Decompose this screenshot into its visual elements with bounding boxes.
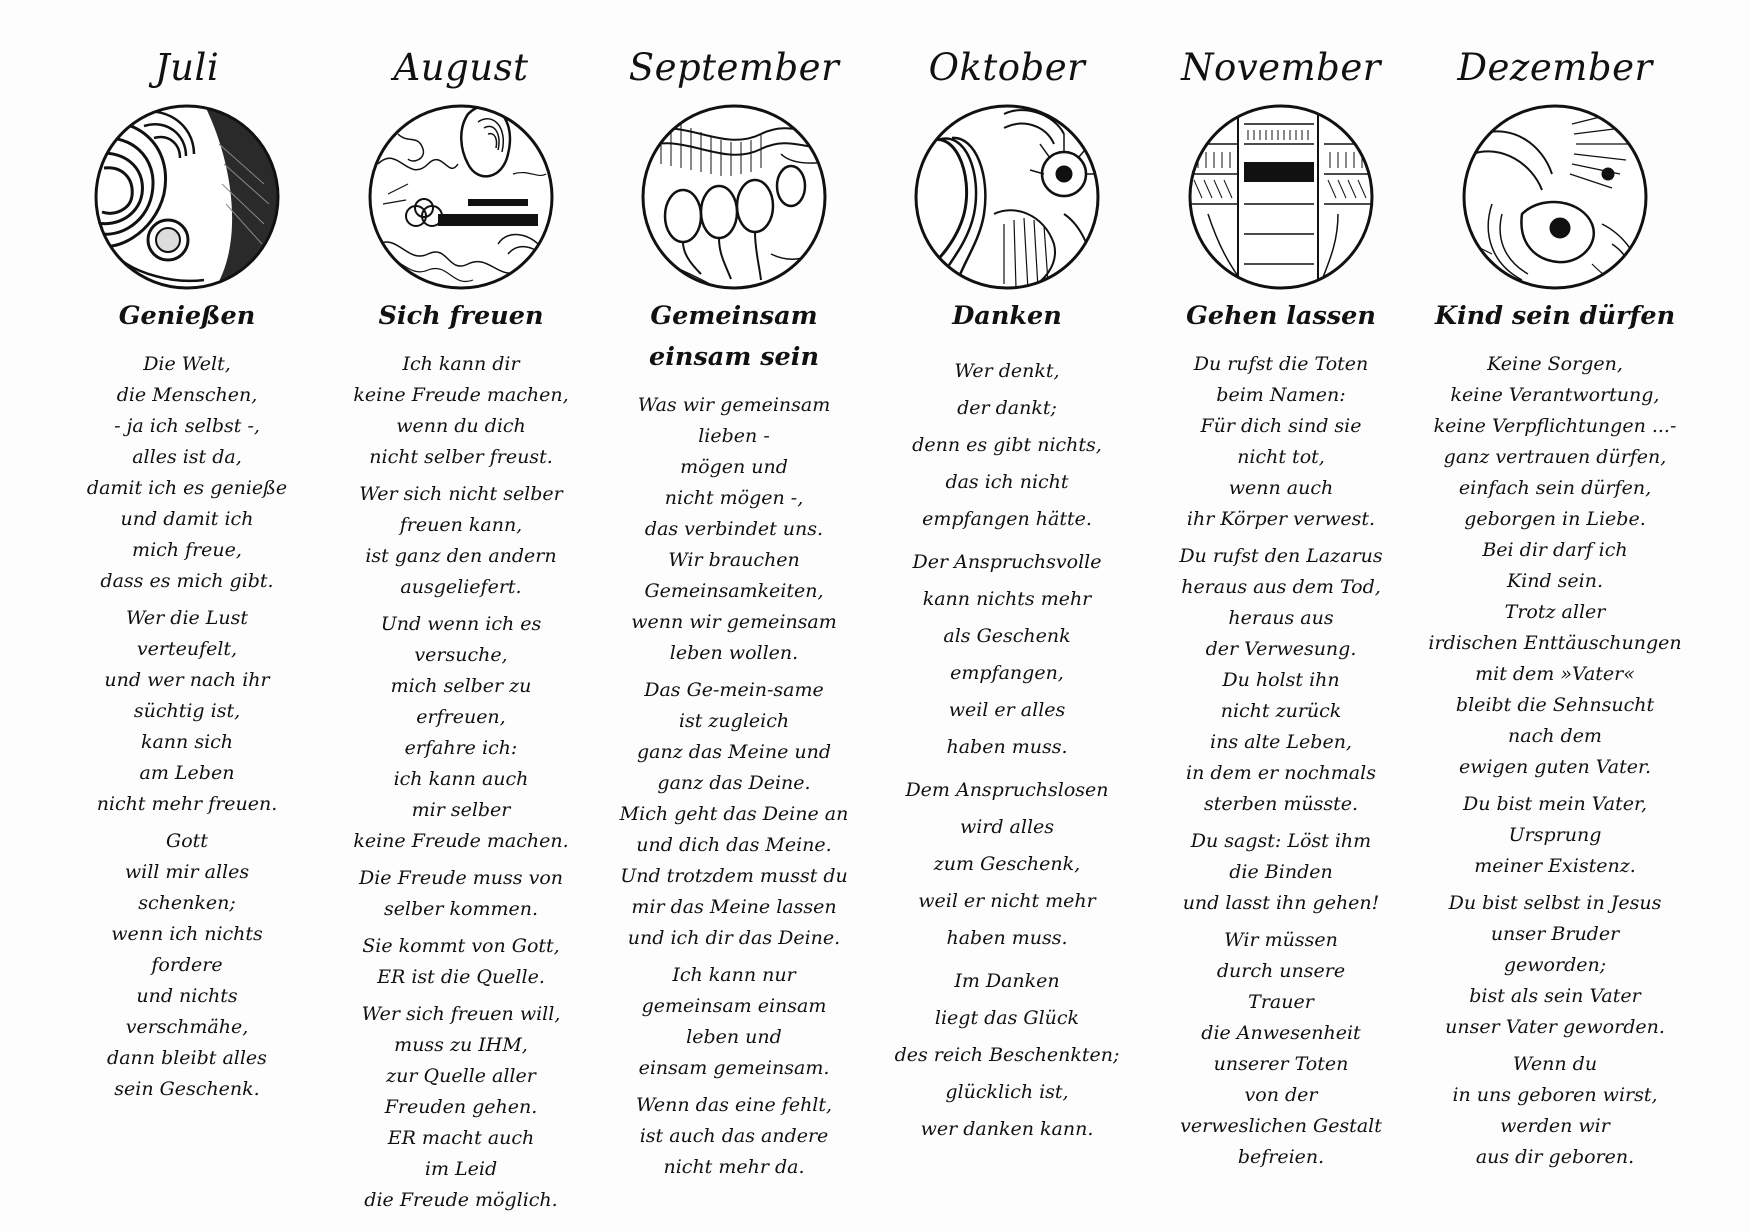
poem-text [603, 390, 865, 1183]
poem-line: Ursprung [1508, 824, 1602, 846]
poem-line: wenn du dich [396, 415, 526, 437]
stanza [330, 931, 592, 993]
month-heading: August [393, 46, 529, 89]
poem-line: wird alles [959, 816, 1055, 838]
column-august [330, 38, 592, 1222]
column-title: Kind sein dürfen [1434, 301, 1676, 331]
poem-text [330, 349, 592, 1216]
stanza [603, 390, 865, 669]
poem-line: Wenn du [1512, 1053, 1598, 1075]
poem-line: Das Ge-mein-same [644, 679, 824, 701]
poem-line: die Freude möglich. [364, 1189, 558, 1211]
poem-line: unserer Toten [1213, 1053, 1349, 1075]
poem-line: am Leben [139, 762, 235, 784]
poem-line: dann bleibt alles [107, 1047, 267, 1069]
poem-line: das ich nicht [945, 471, 1069, 493]
poem-line: der Verwesung. [1205, 638, 1357, 660]
poem-line: ganz vertrauen dürfen, [1443, 446, 1667, 468]
poem-line: keine Verpflichtungen ...- [1433, 415, 1677, 437]
poem-line: mich freue, [132, 539, 242, 561]
poem-line: das verbindet uns. [644, 518, 824, 540]
poem-line: beim Namen: [1216, 384, 1346, 406]
poem-line: Und wenn ich es [380, 613, 542, 635]
stanza [1424, 789, 1686, 882]
poem-line: Wir müssen [1224, 929, 1338, 951]
poem-line: ist auch das andere [639, 1125, 829, 1147]
stanza [330, 609, 592, 857]
column-juli [56, 38, 318, 1111]
stanza [330, 863, 592, 925]
poem-line: gemeinsam einsam [641, 995, 827, 1017]
column-title: Gehen lassen [1186, 301, 1376, 331]
column-oktober [876, 38, 1138, 1154]
poem-line: geborgen in Liebe. [1464, 508, 1646, 530]
poem-line: alles ist da, [132, 446, 242, 468]
poem-line: - ja ich selbst -, [114, 415, 260, 437]
poem-line: süchtig ist, [133, 700, 241, 722]
poem-line: Du rufst die Toten [1193, 353, 1369, 375]
poem-line: wenn auch [1228, 477, 1334, 499]
poem-line: von der [1244, 1084, 1318, 1106]
poem-line: empfangen hätte. [922, 508, 1092, 530]
poem-line: Keine Sorgen, [1487, 353, 1623, 375]
medallion-august-image [368, 104, 554, 290]
poem-line: und lasst ihn gehen! [1182, 892, 1380, 914]
stanza [56, 603, 318, 820]
poem-line: Der Anspruchsvolle [912, 551, 1102, 573]
poem-line: zum Geschenk, [933, 853, 1081, 875]
month-heading: September [628, 46, 840, 89]
poem-line: und nichts [136, 985, 238, 1007]
poem-line: Du holst ihn [1222, 669, 1340, 691]
column-september [603, 38, 865, 1189]
poem-line: kann nichts mehr [922, 588, 1092, 610]
poem-line: ich kann auch [393, 768, 529, 790]
poem-line: Und trotzdem musst du [620, 865, 848, 887]
poem-line: nicht mehr da. [663, 1156, 805, 1178]
poem-line: nicht zurück [1220, 700, 1342, 722]
poem-line: freuen kann, [399, 514, 523, 536]
poem-line: heraus aus [1228, 607, 1334, 629]
poem-line: schenken; [138, 892, 236, 914]
poem-line: keine Verantwortung, [1450, 384, 1660, 406]
poem-line: ewigen guten Vater. [1458, 756, 1652, 778]
month-heading: Dezember [1457, 46, 1653, 89]
poem-line: Wir brauchen [668, 549, 800, 571]
poem-line: Du sagst: Löst ihm [1190, 830, 1372, 852]
month-heading: Juli [154, 46, 220, 89]
stanza [876, 772, 1138, 957]
poem-line: ins alte Leben, [1210, 731, 1352, 753]
poem-line: ausgeliefert. [400, 576, 522, 598]
poem-line: lieben - [698, 425, 770, 447]
month-heading: November [1181, 46, 1381, 89]
poem-line: fordere [151, 954, 223, 976]
poem-line: Wer sich freuen will, [361, 1003, 561, 1025]
poem-line: mit dem »Vater« [1475, 663, 1635, 685]
poem-line: geworden; [1503, 954, 1607, 976]
poem-line: befreien. [1237, 1146, 1325, 1168]
poem-text [56, 349, 318, 1105]
poem-line: keine Freude machen, [353, 384, 569, 406]
poem-text [876, 353, 1138, 1148]
poem-line: kann sich [140, 731, 234, 753]
month-heading: Oktober [928, 46, 1086, 89]
poem-line: und ich dir das Deine. [627, 927, 841, 949]
poem-line: die Menschen, [116, 384, 258, 406]
poem-line: nicht tot, [1237, 446, 1325, 468]
poem-line: Du bist mein Vater, [1462, 793, 1647, 815]
poem-line: mich selber zu [390, 675, 532, 697]
poem-line: durch unsere [1216, 960, 1346, 982]
poem-line: mir selber [411, 799, 511, 821]
poem-line: ganz das Deine. [657, 772, 811, 794]
poem-line: Wer die Lust [125, 607, 249, 629]
poem-line: Bei dir darf ich [1482, 539, 1628, 561]
stanza [330, 479, 592, 603]
poem-line: Kind sein. [1506, 570, 1604, 592]
poem-line: leben wollen. [669, 642, 799, 664]
poem-line: mögen und [680, 456, 788, 478]
poem-line: die Anwesenheit [1201, 1022, 1361, 1044]
poem-line: die Binden [1229, 861, 1333, 883]
stanza [56, 826, 318, 1105]
poem-line: haben muss. [946, 736, 1068, 758]
medallion-juli-image [94, 104, 280, 290]
poem-line: nicht selber freust. [369, 446, 553, 468]
poem-line: Du bist selbst in Jesus [1448, 892, 1662, 914]
poem-line: weil er nicht mehr [918, 890, 1096, 912]
stanza [1424, 888, 1686, 1043]
poem-line: aus dir geboren. [1475, 1146, 1635, 1168]
poem-line: Im Danken [954, 970, 1060, 992]
poem-line: glücklich ist, [945, 1081, 1069, 1103]
stanza [1150, 541, 1412, 820]
poem-line: verweslichen Gestalt [1180, 1115, 1382, 1137]
poem-line: Wer denkt, [954, 360, 1060, 382]
medallion-dezember-image [1462, 104, 1648, 290]
poem-line: werden wir [1500, 1115, 1610, 1137]
poem-line: unser Vater geworden. [1445, 1016, 1665, 1038]
poem-line: ER ist die Quelle. [377, 966, 545, 988]
stanza [603, 1090, 865, 1183]
poem-line: sein Geschenk. [114, 1078, 260, 1100]
poem-line: bist als sein Vater [1469, 985, 1641, 1007]
poem-line: Die Freude muss von [359, 867, 563, 889]
poem-line: und dich das Meine. [636, 834, 832, 856]
column-title: Genießen [118, 301, 256, 331]
stanza [876, 963, 1138, 1148]
stanza [330, 349, 592, 473]
poem-line: Freuden gehen. [384, 1096, 538, 1118]
poem-text [1150, 349, 1412, 1173]
poem-line: Ich kann nur [672, 964, 796, 986]
poem-line: mir das Meine lassen [631, 896, 837, 918]
poem-line: nach dem [1508, 725, 1602, 747]
poem-line: nicht mehr freuen. [96, 793, 278, 815]
poem-line: Gott [166, 830, 208, 852]
stanza [56, 349, 318, 597]
poem-line: Mich geht das Deine an [619, 803, 849, 825]
poem-line: keine Freude machen. [353, 830, 569, 852]
poem-line: Was wir gemeinsam [637, 394, 831, 416]
poem-line: verschmähe, [125, 1016, 249, 1038]
stanza [1424, 349, 1686, 783]
poem-line: versuche, [414, 644, 508, 666]
stanza [1150, 925, 1412, 1173]
stanza [330, 999, 592, 1216]
column-dezember [1424, 38, 1686, 1179]
stanza [603, 960, 865, 1084]
poem-line: ist ganz den andern [365, 545, 557, 567]
poem-line: einfach sein dürfen, [1458, 477, 1652, 499]
poem-line: und damit ich [120, 508, 254, 530]
poem-line: nicht mögen -, [664, 487, 804, 509]
stanza [1424, 1049, 1686, 1173]
medallion-oktober-image [914, 104, 1100, 290]
column-title: Danken [952, 301, 1062, 331]
poem-line: des reich Beschenkten; [894, 1044, 1120, 1066]
medallion-september-image [641, 104, 827, 290]
poem-line: selber kommen. [383, 898, 539, 920]
poem-line: in uns geboren wirst, [1452, 1084, 1658, 1106]
column-title: Gemeinsam einsam sein [649, 301, 819, 372]
poem-line: ist zugleich [678, 710, 790, 732]
poem-line: als Geschenk [943, 625, 1071, 647]
poem-line: liegt das Glück [934, 1007, 1080, 1029]
poem-line: dass es mich gibt. [100, 570, 274, 592]
poem-line: irdischen Enttäuschungen [1428, 632, 1682, 654]
poem-line: weil er alles [948, 699, 1066, 721]
poem-line: muss zu IHM, [394, 1034, 528, 1056]
stanza [603, 675, 865, 954]
poem-line: erfreuen, [416, 706, 506, 728]
poem-line: Wenn das eine fehlt, [635, 1094, 833, 1116]
poem-line: Für dich sind sie [1200, 415, 1362, 437]
poem-line: Wer sich nicht selber [359, 483, 563, 505]
poem-line: in dem er nochmals [1186, 762, 1376, 784]
column-title: Sich freuen [378, 301, 544, 331]
poem-line: ihr Körper verwest. [1186, 508, 1376, 530]
poem-line: bleibt die Sehnsucht [1455, 694, 1655, 716]
poem-line: sterben müsste. [1203, 793, 1359, 815]
stanza [876, 353, 1138, 538]
poem-line: Dem Anspruchslosen [905, 779, 1109, 801]
poem-line: wenn wir gemeinsam [631, 611, 837, 633]
poem-line: unser Bruder [1490, 923, 1620, 945]
poem-line: ER macht auch [387, 1127, 535, 1149]
stanza [1150, 349, 1412, 535]
poem-line: empfangen, [950, 662, 1064, 684]
poem-line: ganz das Meine und [637, 741, 831, 763]
poem-line: denn es gibt nichts, [912, 434, 1102, 456]
column-november [1150, 38, 1412, 1179]
poem-line: einsam gemeinsam. [638, 1057, 830, 1079]
poem-line: leben und [686, 1026, 782, 1048]
poem-line: verteufelt, [136, 638, 238, 660]
poem-line: Sie kommt von Gott, [362, 935, 560, 957]
poem-line: wer danken kann. [920, 1118, 1094, 1140]
poem-line: erfahre ich: [404, 737, 518, 759]
poem-line: Ich kann dir [402, 353, 520, 375]
poem-line: Du rufst den Lazarus [1179, 545, 1383, 567]
poem-line: im Leid [424, 1158, 498, 1180]
poem-line: der dankt; [957, 397, 1057, 419]
poem-line: damit ich es genieße [86, 477, 288, 499]
poem-line: wenn ich nichts [111, 923, 263, 945]
poem-line: Die Welt, [143, 353, 231, 375]
poem-line: will mir alles [124, 861, 250, 883]
poem-line: meiner Existenz. [1474, 855, 1636, 877]
stanza [876, 544, 1138, 766]
stanza [1150, 826, 1412, 919]
poem-line: und wer nach ihr [104, 669, 270, 691]
poem-line: Trauer [1248, 991, 1314, 1013]
poem-line: Gemeinsamkeiten, [644, 580, 824, 602]
poem-line: zur Quelle aller [386, 1065, 536, 1087]
poem-text [1424, 349, 1686, 1173]
poem-line: Trotz aller [1504, 601, 1606, 623]
poem-line: haben muss. [946, 927, 1068, 949]
poem-line: heraus aus dem Tod, [1181, 576, 1381, 598]
medallion-november-image [1188, 104, 1374, 290]
